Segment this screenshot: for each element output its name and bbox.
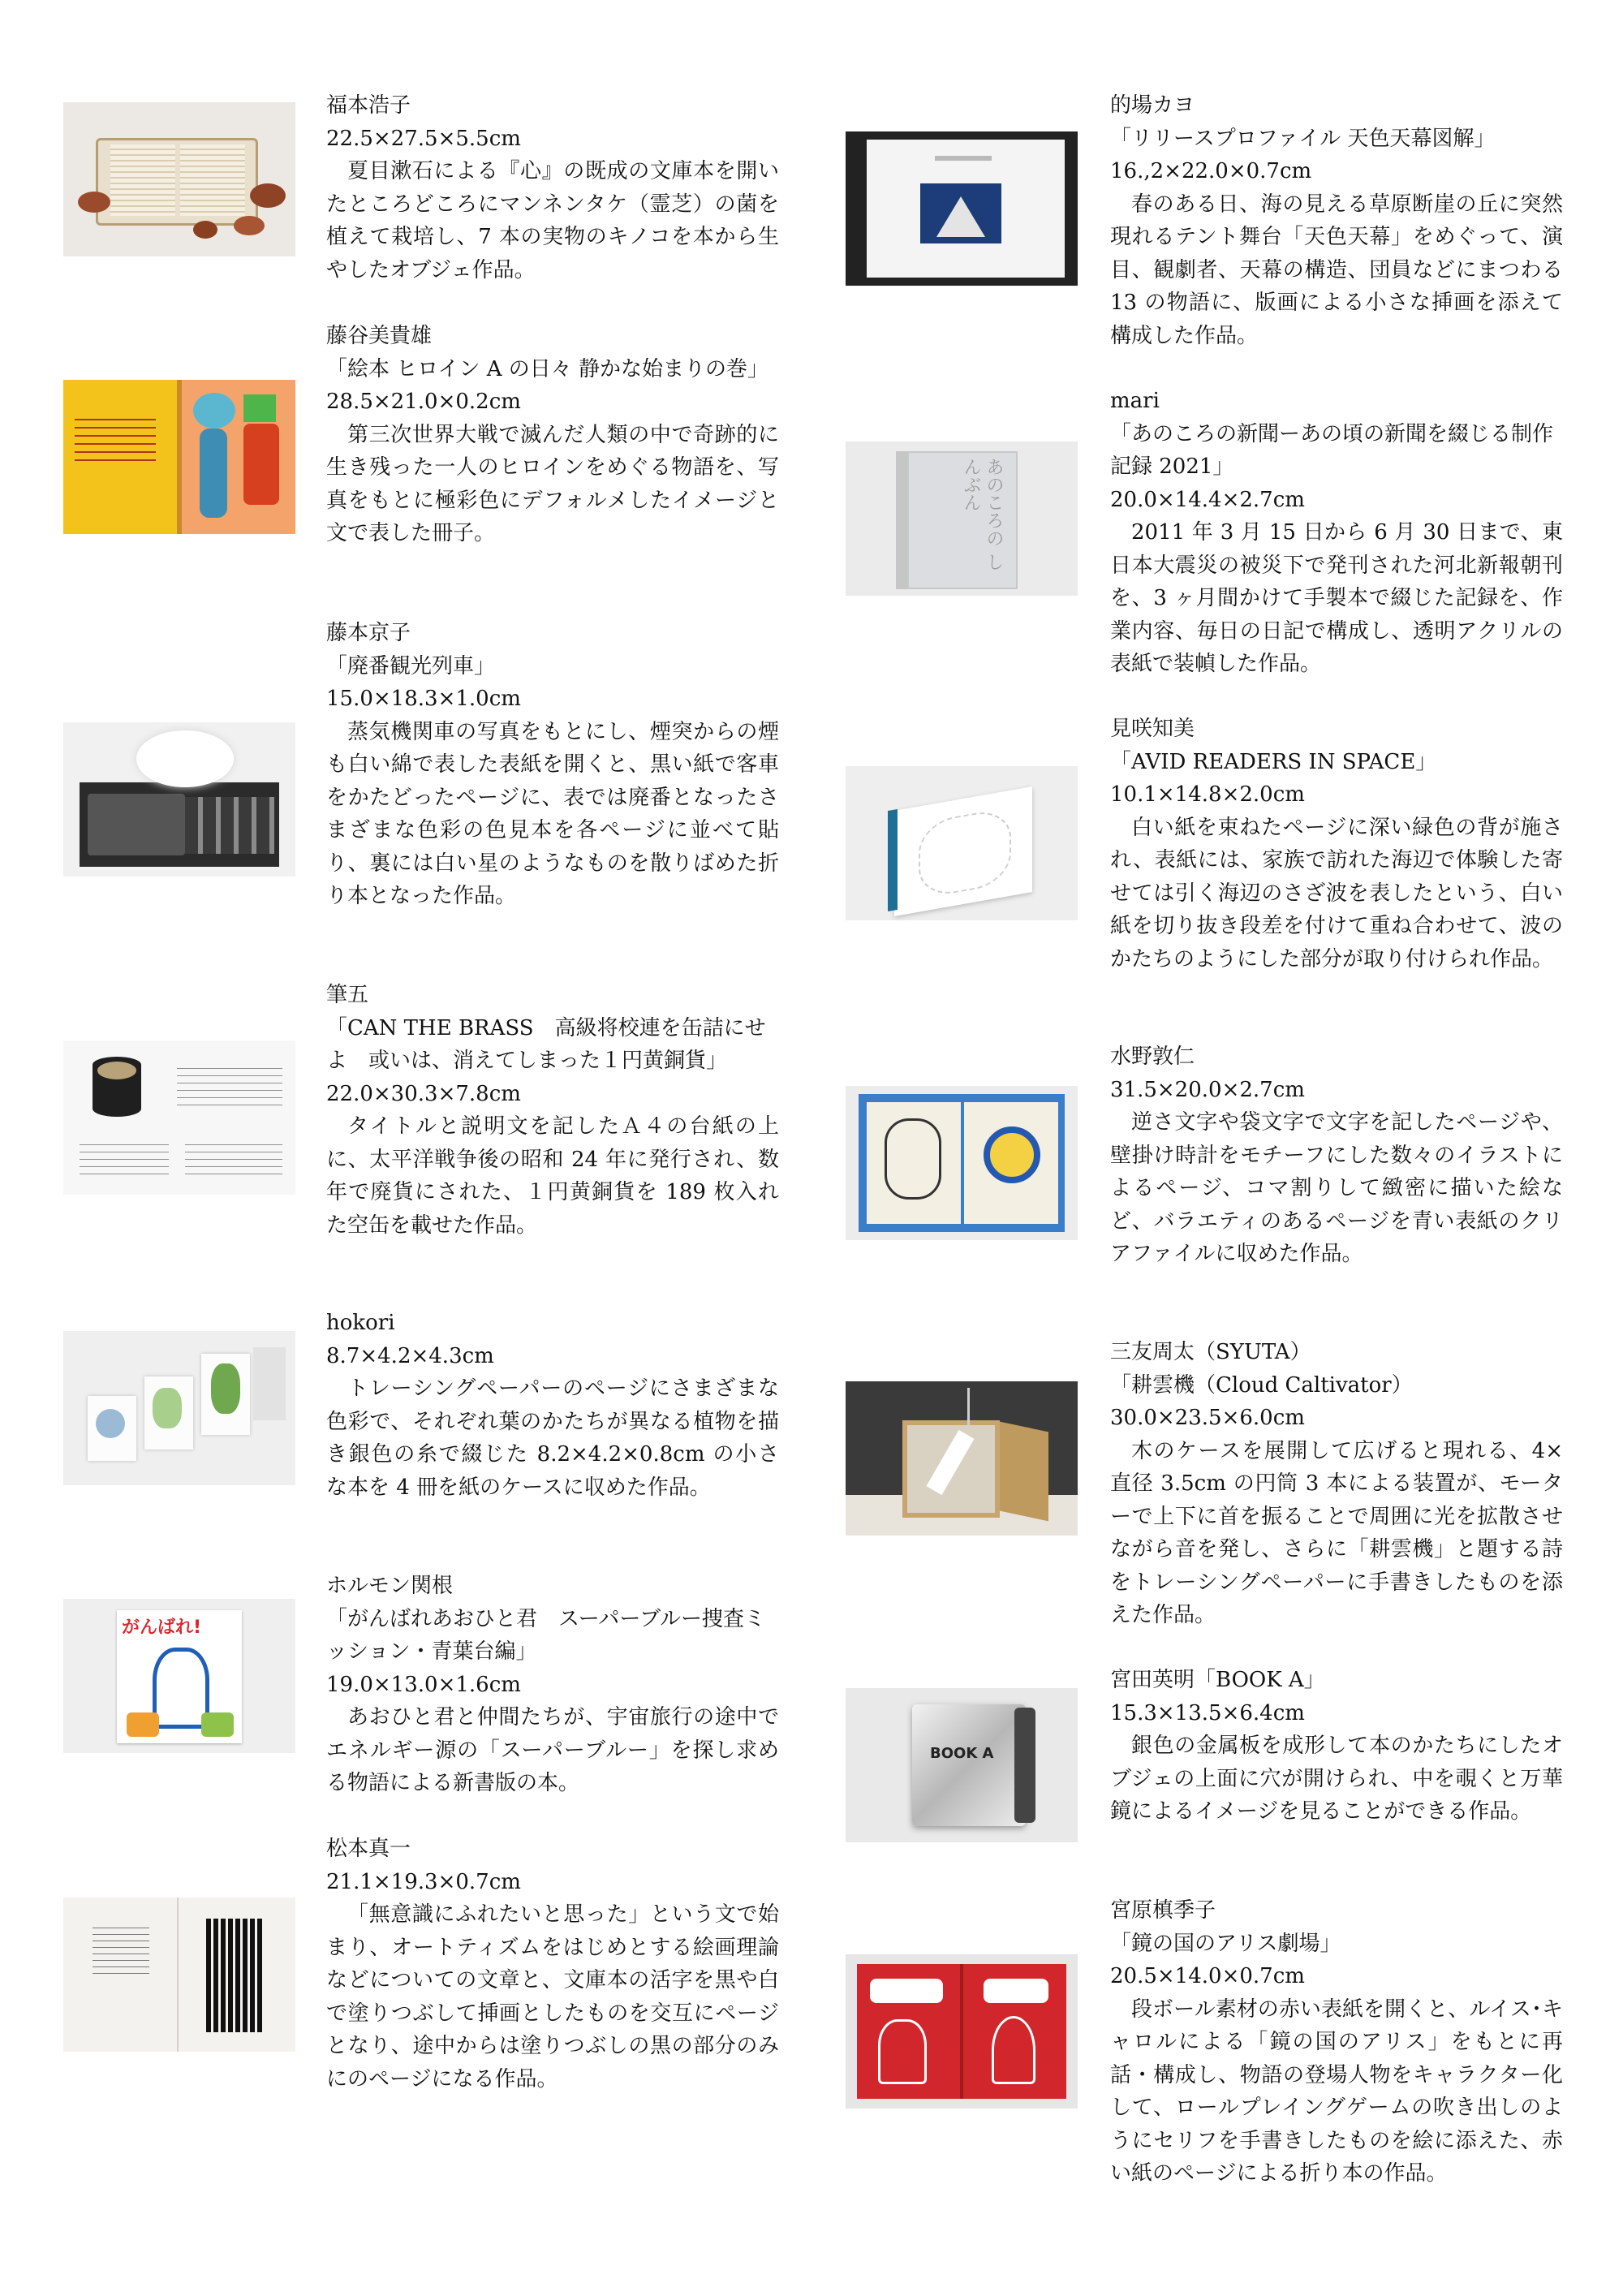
artwork-caption	[326, 979, 779, 1242]
artwork-caption	[326, 89, 779, 286]
artist-name: 筆五	[326, 983, 369, 1007]
artist-name: 福本浩子	[326, 93, 411, 118]
dimensions: 28.5×21.0×0.2cm	[326, 390, 521, 414]
description: 段ボール素材の赤い表紙を開くと、ルイス･キャロルによる「鏡の国のアリス」をもとに再話・構成し、物語の登場人物をキャラクター化して、ロールプレイングゲームの吹き出しのようにセリフを手書きしたものを絵に添えた、赤い紙のページによる折り本の作品。	[1110, 1997, 1563, 2186]
dimensions: 16.,2×22.0×0.7cm	[1110, 159, 1312, 183]
artwork-title: 「リリースプロファイル 天色天幕図解」	[1110, 126, 1496, 151]
artist-name: 藤谷美貴雄	[326, 324, 433, 348]
dimensions: 10.1×14.8×2.0cm	[1110, 782, 1305, 807]
artwork-caption	[326, 617, 779, 913]
description: 「無意識にふれたいと思った」という文で始まり、オートティズムをはじめとする絵画理論などについての文章と、文庫本の活字を黒や白で塗りつぶして挿画としたものを交互にページとなり、途中からは塗りつぶしの黒の部分のみにのページになる作品。	[326, 1902, 779, 2091]
description: 銀色の金属板を成形して本のかたちにしたオブジェの上面に穴が開けられ、中を覗くと万華鏡によるイメージを見ることができる作品。	[1110, 1734, 1563, 1824]
description: 蒸気機関車の写真をもとにし、煙突からの煙も白い綿で表した表紙を開くと、黒い紙で客車をかたどったページに、表では廃番となったさまざまな色彩の色見本を各ページに並べて貼り、裏には白い星のようなものを散りばめた折り本となった作品。	[326, 719, 779, 908]
dimensions: 19.0×13.0×1.6cm	[326, 1672, 521, 1697]
dimensions: 15.0×18.3×1.0cm	[326, 687, 521, 711]
artwork-title: 「AVID READERS IN SPACE」	[1110, 749, 1437, 774]
artist-name: 松本真一	[326, 1837, 411, 1861]
artwork-photo-metal-book	[846, 1688, 1078, 1842]
artwork-caption	[1110, 1336, 1563, 1632]
artist-name: 宮原槙季子	[1110, 1898, 1216, 1923]
description: タイトルと説明文を記したＡ４の台紙の上に、太平洋戦争後の昭和 24 年に発行され、数年で廃貨にされた、１円黄銅貨を 189 枚入れた空缶を載せた作品。	[326, 1114, 779, 1238]
artwork-title: 「耕雲機（Cloud Caltivator）	[1110, 1372, 1413, 1398]
artwork-caption	[326, 1570, 779, 1800]
dimensions: 20.5×14.0×0.7cm	[1110, 1964, 1305, 1988]
artwork-caption	[1110, 713, 1563, 976]
artwork-title: 「絵本 ヒロイン A の日々 静かな始まりの巻」	[326, 356, 769, 381]
artwork-title: 「がんばれあおひと君 スーパーブルー捜査ミッション・青葉台編」	[326, 1606, 766, 1664]
artwork-title: 「鏡の国のアリス劇場」	[1110, 1931, 1341, 1956]
dimensions: 8.7×4.2×4.3cm	[326, 1343, 494, 1368]
artwork-photo-mushroom-book	[63, 102, 295, 256]
artwork-caption	[1110, 89, 1563, 352]
description: 逆さ文字や袋文字で文字を記したページや、壁掛け時計をモチーフにした数々のイラストによるページ、コマ割りして緻密に描いた絵など、バラエティのあるページを青い表紙のクリアファイルに収めた作品。	[1110, 1110, 1563, 1266]
description: 第三次世界大戦で滅んだ人類の中で奇跡的に生き残った一人のヒロインをめぐる物語を、写真をもとに極彩色にデフォルメしたイメージと文で表した冊子。	[326, 422, 779, 545]
dimensions: 22.5×27.5×5.5cm	[326, 126, 521, 151]
artwork-photo-heroine-book	[63, 380, 295, 534]
dimensions: 15.3×13.5×6.4cm	[1110, 1700, 1305, 1725]
book-cover-title: がんばれ!	[122, 1618, 202, 1638]
artwork-photo-aohito-book	[63, 1599, 295, 1753]
description: あおひと君と仲間たちが、宇宙旅行の途中でエネルギー源の「スーパーブルー」を探し求める物語による新書版の本。	[326, 1705, 779, 1795]
artwork-caption	[326, 320, 779, 550]
dimensions: 21.1×19.3×0.7cm	[326, 1869, 521, 1894]
left-column	[0, 0, 779, 2296]
artwork-photo-alice-book	[846, 1954, 1078, 2109]
artwork-caption	[1110, 385, 1563, 681]
artwork-caption	[1110, 1894, 1563, 2190]
description: 春のある日、海の見える草原断崖の丘に突然現れるテント舞台「天色天幕」をめぐって、演目、観劇者、天幕の構造、団員などにまつわる 13 の物語に、版画による小さな挿画を添えて構成した作品。	[1110, 192, 1563, 348]
artwork-photo-tracing-books	[63, 1331, 295, 1485]
description: 夏目漱石による『心』の既成の文庫本を開いたところどころにマンネンタケ（霊芝）の菌を植えて栽培し、7 本の実物のキノコを本から生やしたオブジェ作品。	[326, 159, 779, 282]
artwork-photo-wave-book	[846, 766, 1078, 920]
artwork-caption	[326, 1307, 779, 1504]
artwork-photo-brass-can	[63, 1040, 295, 1195]
dimensions: 30.0×23.5×6.0cm	[1110, 1406, 1305, 1430]
artist-name: mari	[1110, 389, 1160, 413]
artwork-photo-blackout-book	[63, 1898, 295, 2052]
artist-name: hokori	[326, 1311, 395, 1335]
artwork-caption	[1110, 1040, 1563, 1271]
book-cover-title: あのころの しんぶん	[961, 458, 1004, 571]
dimensions: 20.0×14.4×2.7cm	[1110, 487, 1305, 512]
artwork-photo-tent-book	[846, 131, 1078, 286]
artwork-caption	[1110, 1664, 1563, 1829]
description: 2011 年 3 月 15 日から 6 月 30 日まで、東日本大震災の被災下で発刊された河北新報朝刊を、3 ヶ月間かけて手製本で綴じた記録を、作業内容、毎日の日記で構成し、透明アクリルの表紙で装幀した作品。	[1110, 520, 1563, 676]
artist-name: ホルモン関根	[326, 1574, 454, 1598]
artist-name: 三友周太（SYUTA）	[1110, 1340, 1311, 1364]
right-column	[812, 0, 1591, 2296]
artwork-caption	[326, 1833, 779, 2096]
description: 木のケースを展開して広げると現れる、4× 直径 3.5cm の円筒 3 本による装置が、モーターで上下に首を振ることで周囲に光を拡散させながら音を発し、さらに「耕雲機」と題する詩をトレーシングペーパーに手書きしたものを添えた作品。	[1110, 1438, 1563, 1627]
book-a-label: BOOK A	[930, 1745, 994, 1762]
dimensions: 22.0×30.3×7.8cm	[326, 1081, 521, 1106]
artist-name: 宮田英明「BOOK A」	[1110, 1668, 1325, 1692]
artwork-photo-newspaper-book	[846, 442, 1078, 596]
artwork-title: 「廃番観光列車」	[326, 653, 496, 678]
artist-name: 的場カヨ	[1110, 93, 1195, 118]
artwork-photo-train-book	[63, 722, 295, 877]
artwork-photo-cloud-caltivator	[846, 1381, 1078, 1536]
artist-name: 藤本京子	[326, 621, 411, 645]
artist-name: 水野敦仁	[1110, 1045, 1195, 1069]
description: 白い紙を束ねたページに深い緑色の背が施され、表紙には、家族で訪れた海辺で体験した寄せては引く海辺のさざ波を表したという、白い紙を切り抜き段差を付けて重ね合わせて、波のかたちのようにした部分が取り付けられ作品。	[1110, 815, 1563, 971]
artwork-title: 「CAN THE BRASS 高級将校連を缶詰にせよ 或いは、消えてしまった１円黄銅貨」	[326, 1015, 766, 1073]
dimensions: 31.5×20.0×2.7cm	[1110, 1077, 1305, 1102]
artwork-photo-clearfile-book	[846, 1086, 1078, 1240]
description: トレーシングペーパーのページにさまざまな色彩で、それぞれ葉のかたちが異なる植物を描き銀色の糸で綴じた 8.2×4.2×0.8cm の小さな本を 4 冊を紙のケースに収めた作品。	[326, 1376, 779, 1500]
artwork-title: 「あのころの新聞ーあの頃の新聞を綴じる制作記録 2021」	[1110, 421, 1554, 479]
artist-name: 見咲知美	[1110, 717, 1195, 741]
